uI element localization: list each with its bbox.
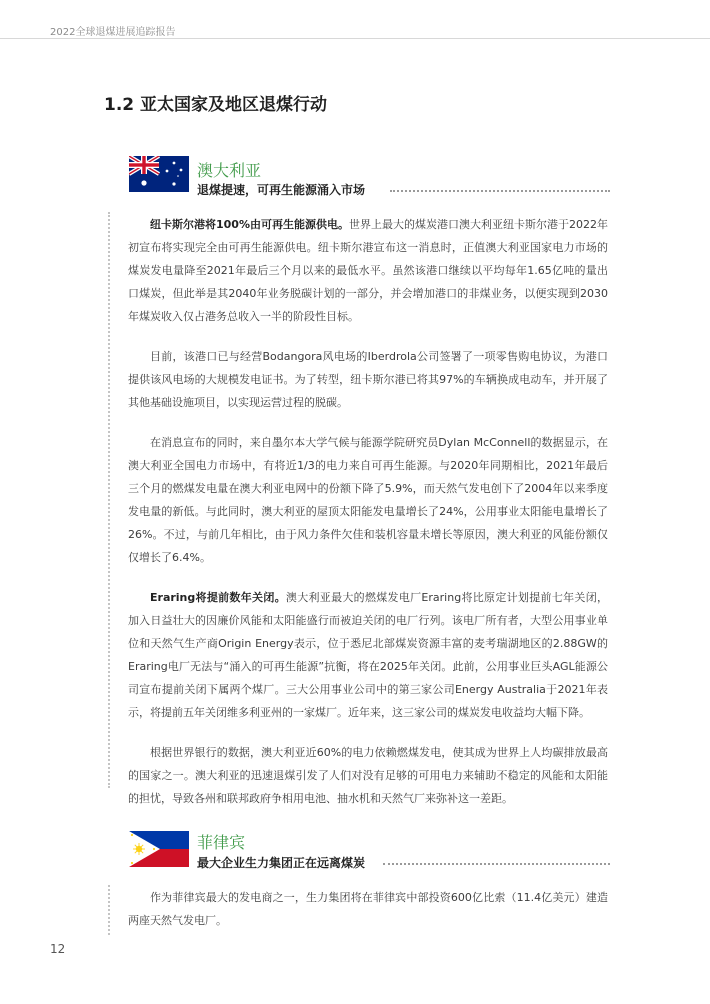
paragraph-text: 目前，该港口已与经营Bodangora风电场的Iberdrola公司签署了一项零售购电协议，为港口提供该风电场的大规模发电证书。为了转型，纽卡斯尔港已将其97%的车辆换成电动车，并开展了其他基础设施项目，以实现运营过程的脱碳。 — [128, 350, 608, 409]
header-rule — [0, 38, 710, 39]
running-head: 2022全球退煤进展追踪报告 — [50, 27, 176, 38]
paragraph-text: 澳大利亚最大的燃煤发电厂Eraring将比原定计划提前七年关闭，加入日益壮大的因廉价风能和太阳能盛行而被迫关闭的电厂行列。该电厂所有者，大型公用事业单位和天然气生产商Origin Energy表示，位于悉尼北部煤炭资源丰富的麦考瑞湖地区的2.88GW的Eraring电厂无法与“涌入的可再生能源”抗衡，将在2025年关闭。此前，公用事业巨头AGL能源公司宣布提前关闭下属两个煤厂。三大公用事业公司中的第三家公司Energy Australia于2021年表示，将提前五年关闭维多利亚州的一家煤厂。近年来，这三家公司的煤炭发电收益均大幅下降。 — [128, 591, 608, 719]
subtitle-dots-australia — [390, 190, 610, 192]
philippines-body — [128, 886, 608, 949]
paragraph-text: 在消息宣布的同时，来自墨尔本大学气候与能源学院研究员Dylan McConnell的数据显示，在澳大利亚全国电力市场中，有将近1/3的电力来自可再生能源。与2020年同期相比，2021年最后三个月的燃煤发电量在澳大利亚电网中的份额下降了5.9%，而天然气发电创下了2004年以来季度发电量的新低。与此同时，澳大利亚的屋顶太阳能发电量增长了24%，公用事业太阳能电量增长了26%。不过，与前几年相比，由于风力条件欠佳和装机容量未增长等原因，澳大利亚的风能份额仅仅增长了6.4%。 — [128, 436, 608, 564]
paragraph-text: 作为菲律宾最大的发电商之一，生力集团将在菲律宾中部投资600亿比索（11.4亿美元）建造两座天然气发电厂。 — [128, 891, 608, 927]
paragraph — [128, 586, 608, 724]
paragraph — [128, 886, 608, 932]
subtitle-dots-philippines — [383, 863, 610, 865]
paragraph-lead: Eraring将提前数年关闭。 — [150, 591, 286, 604]
philippines-flag-icon — [129, 831, 189, 867]
paragraph — [128, 431, 608, 569]
subtitle-australia: 退煤提速，可再生能源涌入市场 — [197, 183, 366, 197]
australia-body — [128, 213, 608, 827]
paragraph-lead: 纽卡斯尔港将100%由可再生能源供电。 — [150, 218, 349, 231]
page-number: 12 — [50, 942, 66, 956]
left-dotted-rule-philippines — [108, 885, 110, 935]
section-title: 1.2 亚太国家及地区退煤行动 — [104, 95, 328, 115]
paragraph — [128, 213, 608, 328]
subtitle-philippines: 最大企业生力集团正在远离煤炭 — [197, 856, 366, 870]
country-title-philippines: 菲律宾 — [197, 833, 246, 852]
paragraph-text: 世界上最大的煤炭港口澳大利亚纽卡斯尔港于2022年初宣布将实现完全由可再生能源供电。纽卡斯尔港宣布这一消息时，正值澳大利亚国家电力市场的煤炭发电量降至2021年最后三个月以来的最低水平。虽然该港口继续以平均每年1.65亿吨的量出口煤炭，但此举是其2040年业务脱碳计划的一部分，并会增加港口的非煤业务，以便实现到2030年煤炭收入仅占港务总收入一半的阶段性目标。 — [128, 218, 609, 323]
country-title-australia: 澳大利亚 — [197, 161, 262, 180]
australia-flag-icon — [129, 156, 189, 192]
paragraph-text: 根据世界银行的数据，澳大利亚近60%的电力依赖燃煤发电，使其成为世界上人均碳排放最高的国家之一。澳大利亚的迅速退煤引发了人们对没有足够的可用电力来辅助不稳定的风能和太阳能的担忧，导致各州和联邦政府争相用电池、抽水机和天然气厂来弥补这一差距。 — [128, 746, 608, 805]
paragraph — [128, 345, 608, 414]
paragraph — [128, 741, 608, 810]
left-dotted-rule-australia — [108, 212, 110, 788]
